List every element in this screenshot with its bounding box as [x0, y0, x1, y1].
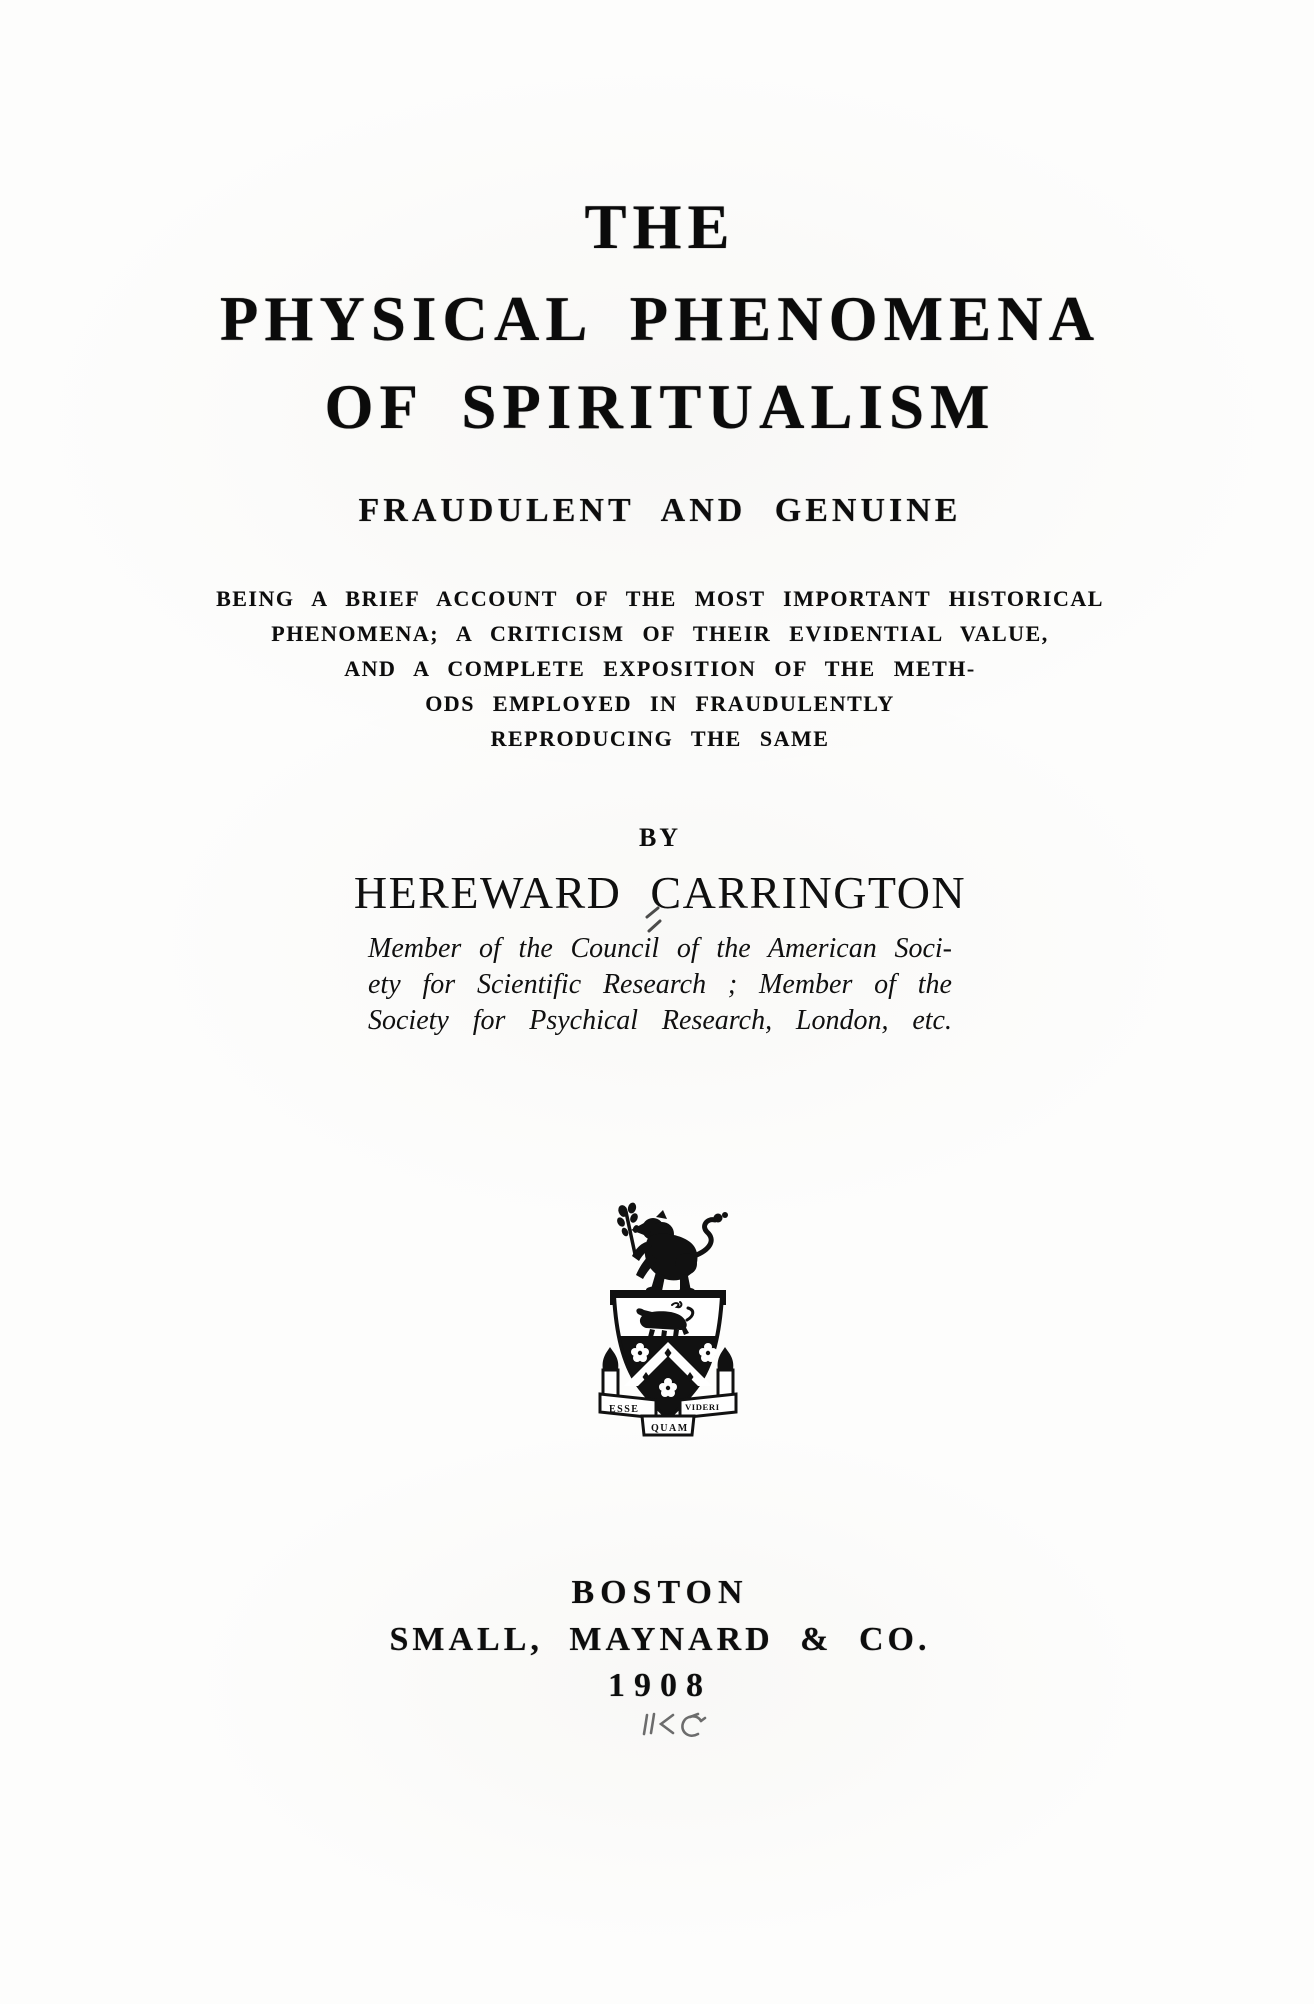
- book-description: [3, 581, 1314, 756]
- crest-lion-rampant: [615, 1202, 728, 1295]
- book-title-line-3: OF SPIRITUALISM: [324, 372, 996, 442]
- book-title-line-1: THE: [584, 192, 736, 262]
- affiliation-line: ety for Scientific Research ; Member of the: [368, 969, 952, 1000]
- publisher-name: SMALL, MAYNARD & CO.: [389, 1621, 931, 1658]
- book-subtitle: FRAUDULENT AND GENUINE: [358, 492, 962, 529]
- book-title-line-2: PHYSICAL PHENOMENA: [219, 284, 1101, 354]
- description-line: BEING A BRIEF ACCOUNT OF THE MOST IMPORTANT HISTORICAL: [216, 586, 1104, 611]
- author-affiliation: [368, 931, 952, 1039]
- motto-word-left: ESSE: [609, 1404, 640, 1415]
- description-line: ODS EMPLOYED IN FRAUDULENTLY: [425, 691, 895, 716]
- author-name: HEREWARD CARRINGTON: [353, 867, 967, 918]
- publisher-city: BOSTON: [571, 1574, 749, 1611]
- affiliation-line: Member of the Council of the American Soci-: [368, 933, 952, 964]
- pencil-initials-mark: [638, 1708, 714, 1746]
- byline-label: BY: [638, 823, 682, 852]
- publication-year: 1908: [608, 1667, 712, 1704]
- affiliation-line: Society for Psychical Research, London, etc.: [368, 1005, 952, 1036]
- description-line: AND A COMPLETE EXPOSITION OF THE METH-: [344, 656, 976, 681]
- description-line: REPRODUCING THE SAME: [490, 726, 830, 751]
- description-line: PHENOMENA; A CRITICISM OF THEIR EVIDENTIAL VALUE,: [271, 621, 1049, 646]
- motto-word-right: VIDERI: [685, 1402, 720, 1412]
- publisher-crest-emblem: [598, 1202, 738, 1438]
- motto-word-center: QUAM: [651, 1423, 689, 1434]
